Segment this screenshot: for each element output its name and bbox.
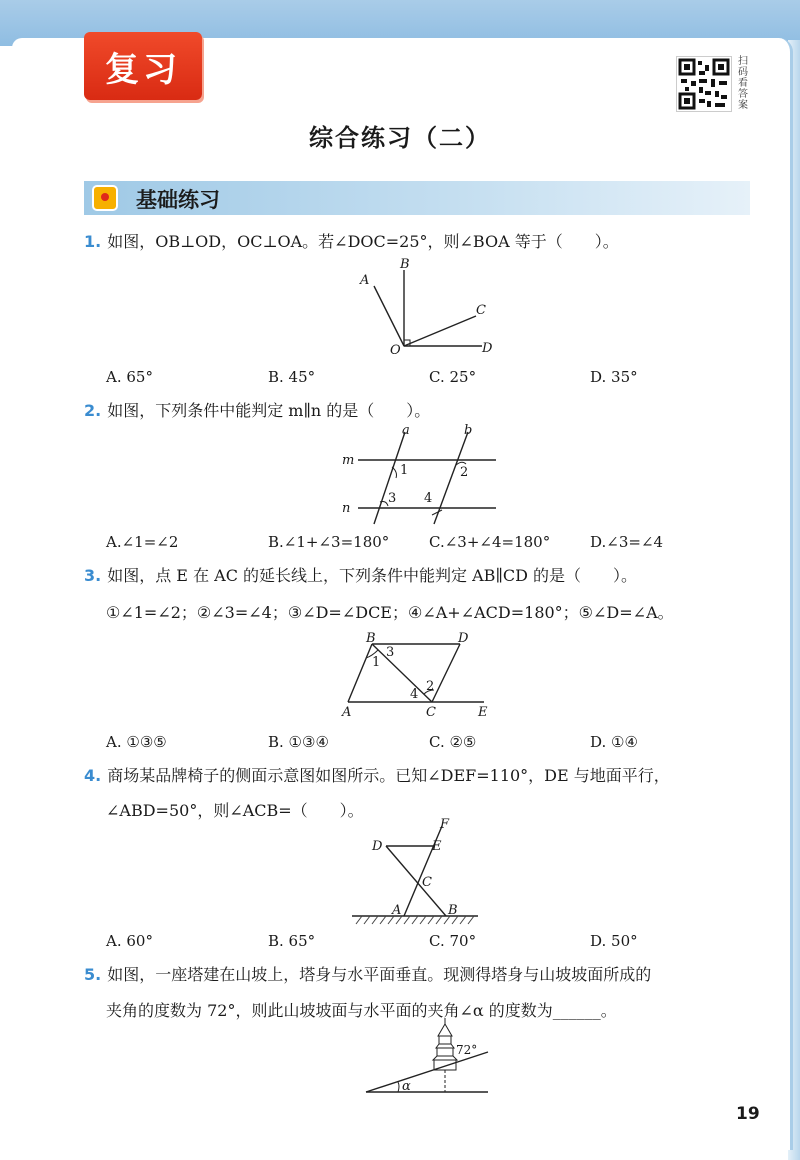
figure-q4	[0, 812, 800, 927]
section-star-icon	[92, 185, 118, 211]
option-b[interactable]: B. ①③④	[268, 733, 329, 751]
review-tag-label: 复习	[105, 50, 181, 90]
option-a[interactable]: A.∠1=∠2	[106, 533, 179, 551]
fig-label: a	[402, 423, 410, 438]
page-title: 综合练习（二）	[309, 124, 491, 152]
fig-label: B	[400, 257, 410, 272]
figure-q1	[0, 250, 800, 370]
fig-label: A	[392, 903, 402, 918]
page-number: 19	[736, 1104, 760, 1124]
option-a[interactable]: A. ①③⑤	[106, 733, 167, 751]
fig-label: D	[372, 839, 383, 854]
fig-label: D	[458, 631, 469, 646]
fig-label: C	[426, 705, 436, 720]
option-d[interactable]: D.∠3=∠4	[590, 533, 664, 551]
fig-label: F	[440, 817, 450, 832]
fig-label: 2	[426, 679, 435, 694]
option-d[interactable]: D. 50°	[590, 932, 638, 950]
option-d[interactable]: D. 35°	[590, 368, 638, 386]
section-header	[84, 181, 750, 215]
question-number: 4.	[84, 766, 102, 785]
fig-label: O	[390, 343, 401, 358]
option-c[interactable]: C. 25°	[429, 368, 477, 386]
fig-label: 2	[460, 465, 469, 480]
fig-label: n	[342, 501, 351, 516]
option-c[interactable]: C.∠3+∠4=180°	[429, 533, 551, 551]
fig-label: 4	[410, 687, 419, 702]
question-number: 1.	[84, 232, 102, 251]
fig-label: 72°	[456, 1043, 478, 1057]
option-d[interactable]: D. ①④	[590, 733, 638, 751]
question-text: 如图，一座塔建在山坡上，塔身与水平面垂直。现测得塔身与山坡坡面所成的	[107, 965, 652, 984]
fig-label: C	[476, 303, 486, 318]
question-text: 如图，点 E 在 AC 的延长线上，下列条件中能判定 AB∥CD 的是（ ）。	[107, 566, 637, 585]
fig-label: E	[478, 705, 488, 720]
question-text: 如图，OB⊥OD，OC⊥OA。若∠DOC=25°，则∠BOA 等于（ ）。	[107, 232, 619, 251]
question-number: 5.	[84, 965, 102, 984]
option-c[interactable]: C. 70°	[429, 932, 477, 950]
fig-label: m	[342, 453, 355, 468]
fig-label: 4	[424, 491, 433, 506]
question-4	[84, 765, 670, 787]
option-a[interactable]: A. 60°	[106, 932, 153, 950]
question-number: 3.	[84, 566, 102, 585]
qr-caption: 扫码看答案	[738, 56, 748, 111]
question-number: 2.	[84, 401, 102, 420]
qr-code-icon[interactable]	[676, 56, 732, 112]
fig-label: A	[342, 705, 352, 720]
option-b[interactable]: B. 45°	[268, 368, 316, 386]
fig-label: 3	[388, 491, 397, 506]
figure-q5	[0, 1016, 800, 1096]
fig-label: E	[432, 839, 442, 854]
fig-label: B	[448, 903, 458, 918]
option-b[interactable]: B. 65°	[268, 932, 316, 950]
fig-label: 3	[386, 645, 395, 660]
fig-label: α	[402, 1079, 411, 1094]
option-c[interactable]: C. ②⑤	[429, 733, 477, 751]
fig-label: B	[366, 631, 376, 646]
section-label: 基础练习	[136, 188, 220, 212]
figure-q3	[0, 628, 800, 723]
question-3	[84, 565, 637, 587]
question-text: 商场某品牌椅子的侧面示意图如图所示。已知∠DEF=110°，DE 与地面平行，	[107, 766, 670, 785]
question-conditions: ①∠1=∠2；②∠3=∠4；③∠D=∠DCE；④∠A+∠ACD=180°；⑤∠D=∠A。	[106, 603, 674, 622]
option-a[interactable]: A. 65°	[106, 368, 153, 386]
question-2	[84, 400, 430, 422]
question-text-cont: ∠ABD=50°，则∠ACB=（ ）。	[106, 801, 364, 820]
question-text: 如图，下列条件中能判定 m∥n 的是（ ）。	[107, 401, 431, 420]
question-5	[84, 964, 651, 986]
option-b[interactable]: B.∠1+∠3=180°	[268, 533, 390, 551]
fig-label: C	[422, 875, 432, 890]
fig-label: A	[360, 273, 370, 288]
fig-label: 1	[400, 463, 409, 478]
review-tag	[84, 32, 202, 100]
fig-label: 1	[372, 655, 381, 670]
question-text-cont: 夹角的度数为 72°，则此山坡坡面与水平面的夹角∠α 的度数为______。	[106, 1001, 617, 1020]
fig-label: D	[482, 341, 493, 356]
fig-label: b	[464, 423, 473, 438]
figure-q2	[0, 420, 800, 530]
